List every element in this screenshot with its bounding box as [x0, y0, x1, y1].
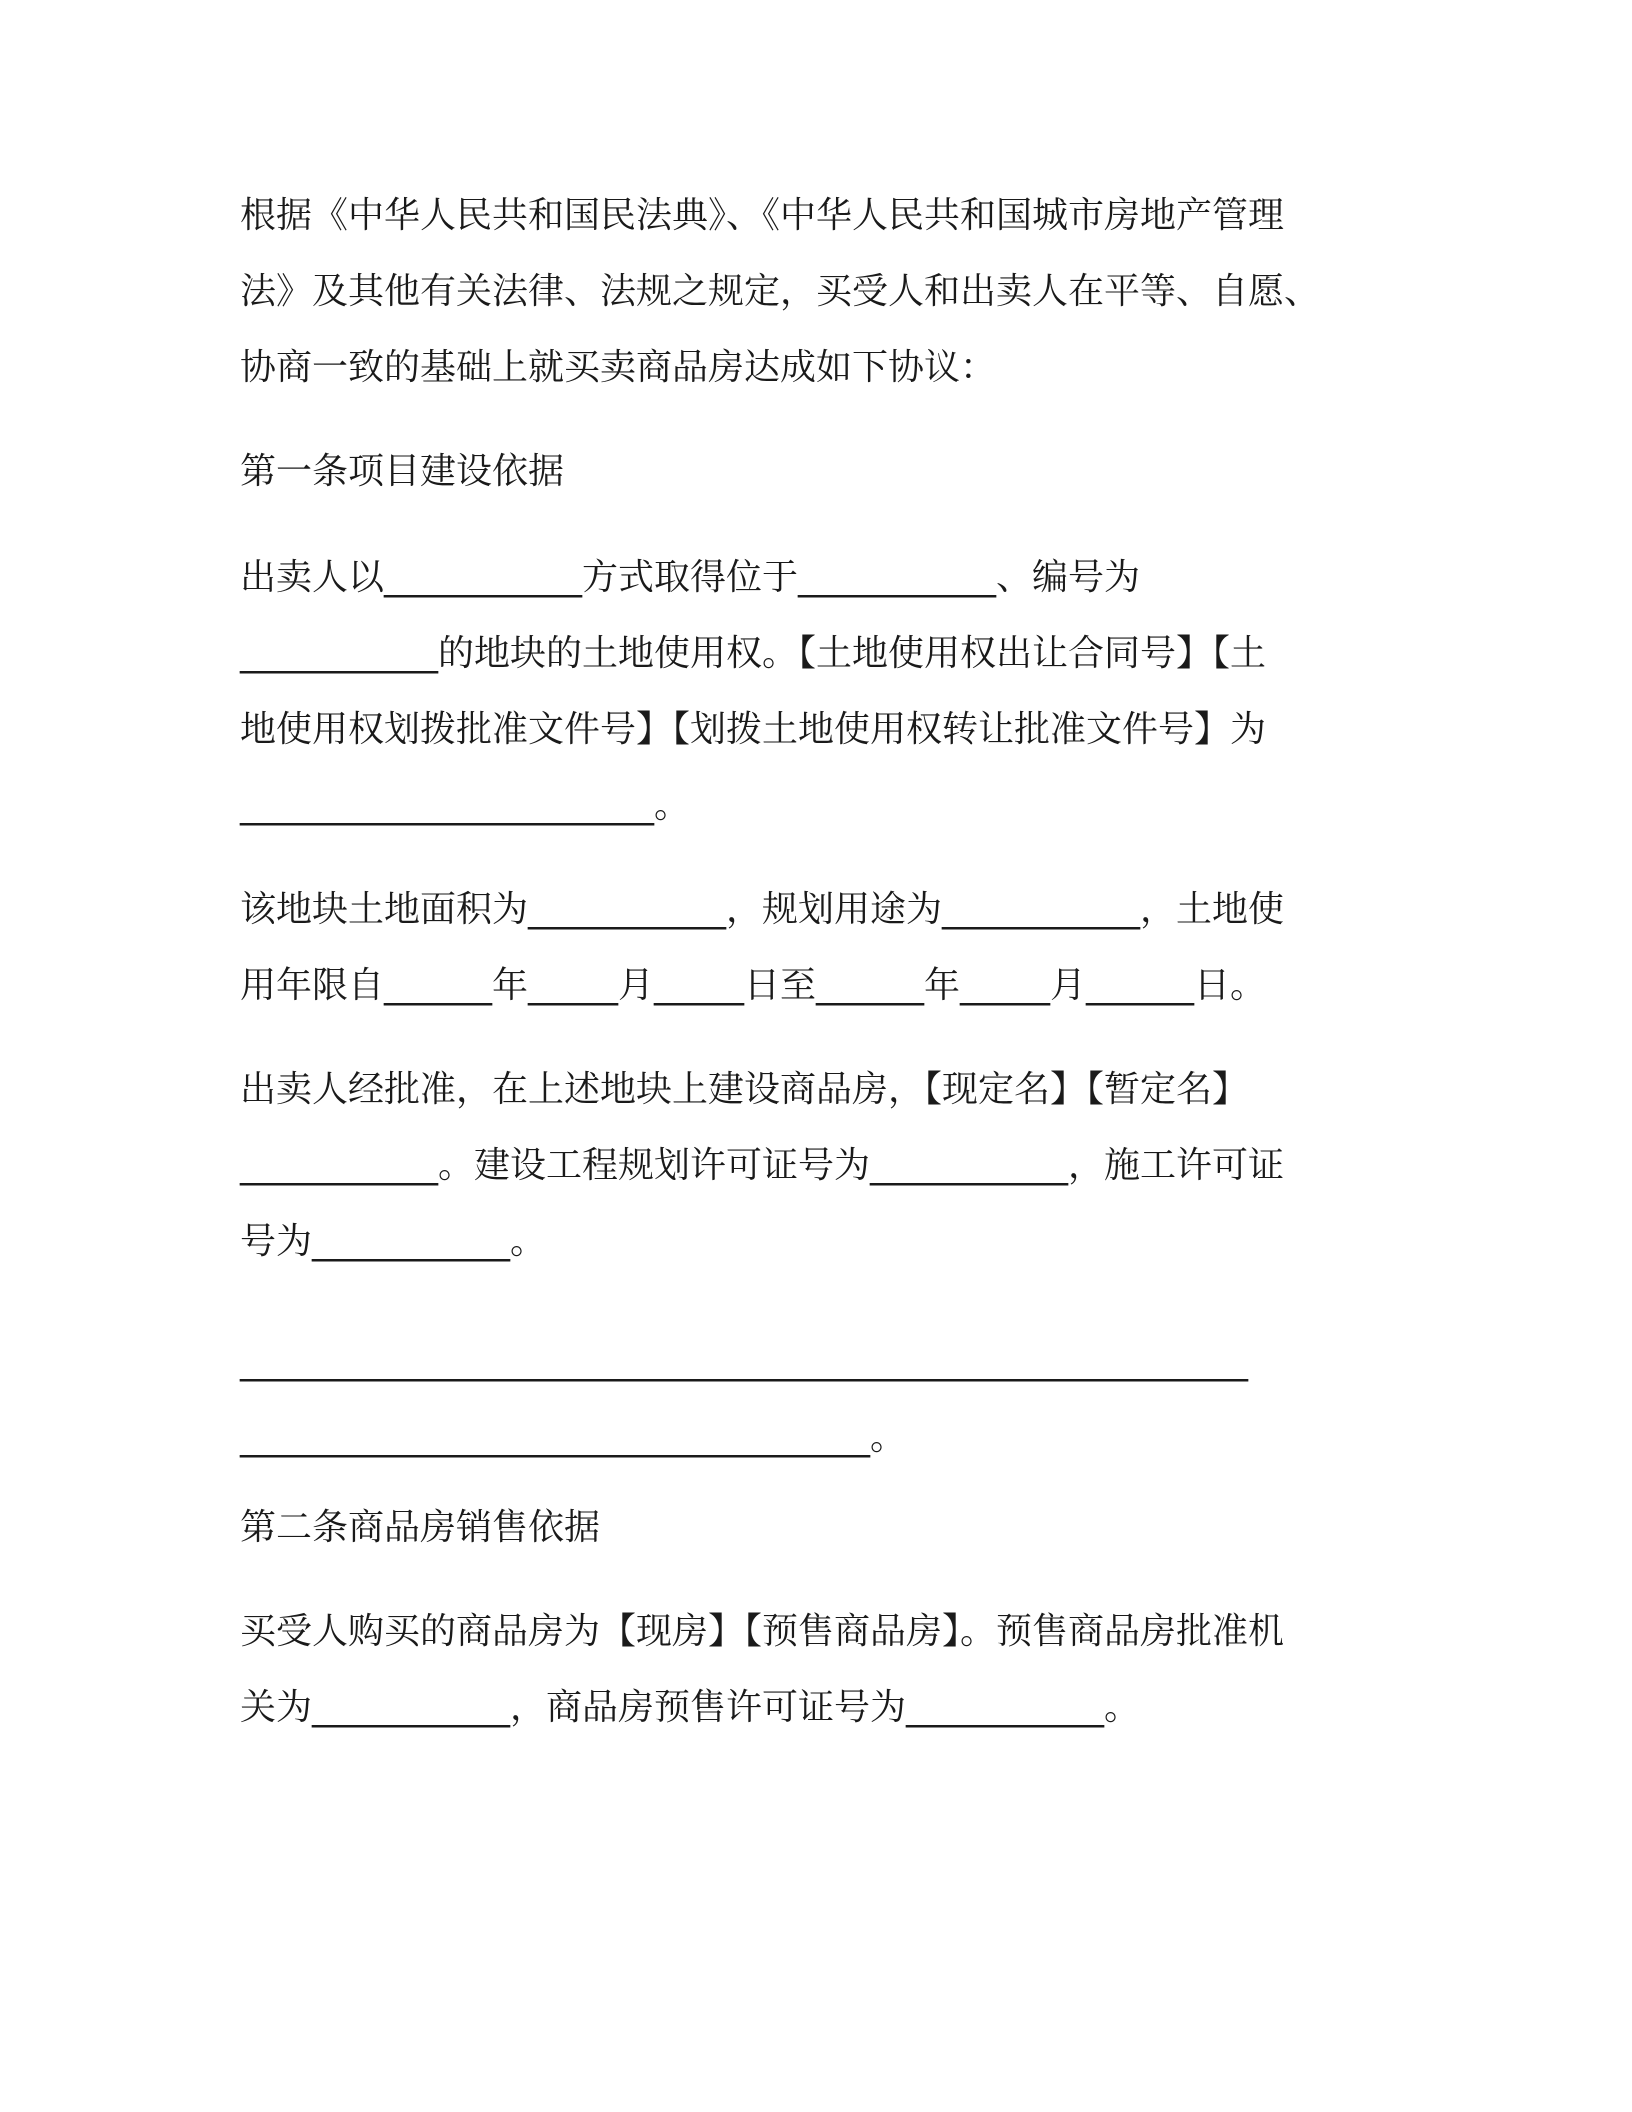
article-1-para-1-line-4: _______________________。	[240, 785, 690, 826]
article-1-para-2-line-1: 该地块土地面积为___________，规划用途为___________，土地使	[240, 889, 1285, 930]
article-1-para-3-line-1: 出卖人经批准，在上述地块上建设商品房，【现定名】【暂定名】	[240, 1069, 1249, 1110]
article-1-para-4-line-2: ___________________________________。	[240, 1417, 906, 1458]
article-1-para-1-line-1: 出卖人以___________方式取得位于___________、编号为	[240, 557, 1141, 598]
article-1-para-1-line-2: ___________的地块的土地使用权。【土地使用权出让合同号】【土	[240, 633, 1267, 674]
article-1-title: 第一条项目建设依据	[240, 451, 565, 492]
article-1-para-4-line-1: ________________________________________________________	[240, 1341, 1248, 1382]
intro-line-3: 协商一致的基础上就买卖商品房达成如下协议：	[240, 347, 997, 388]
article-1-para-1-line-3: 地使用权划拨批准文件号】【划拨土地使用权转让批准文件号】为	[240, 709, 1267, 750]
article-2-title: 第二条商品房销售依据	[240, 1507, 601, 1548]
article-2-para-1-line-1: 买受人购买的商品房为【现房】【预售商品房】。预售商品房批准机	[240, 1611, 1285, 1652]
intro-line-2: 法》及其他有关法律、法规之规定，买受人和出卖人在平等、自愿、	[240, 271, 1321, 312]
intro-line-1: 根据《中华人民共和国民法典》、《中华人民共和国城市房地产管理	[240, 195, 1285, 236]
article-2-para-1-line-2: 关为___________，商品房预售许可证号为___________。	[240, 1687, 1141, 1728]
article-1-para-3-line-3: 号为___________。	[240, 1221, 547, 1262]
article-1-para-3-line-2: ___________。建设工程规划许可证号为___________，施工许可证	[240, 1145, 1285, 1186]
article-1-para-2-line-2: 用年限自______年_____月_____日至______年_____月______日。	[240, 965, 1267, 1006]
